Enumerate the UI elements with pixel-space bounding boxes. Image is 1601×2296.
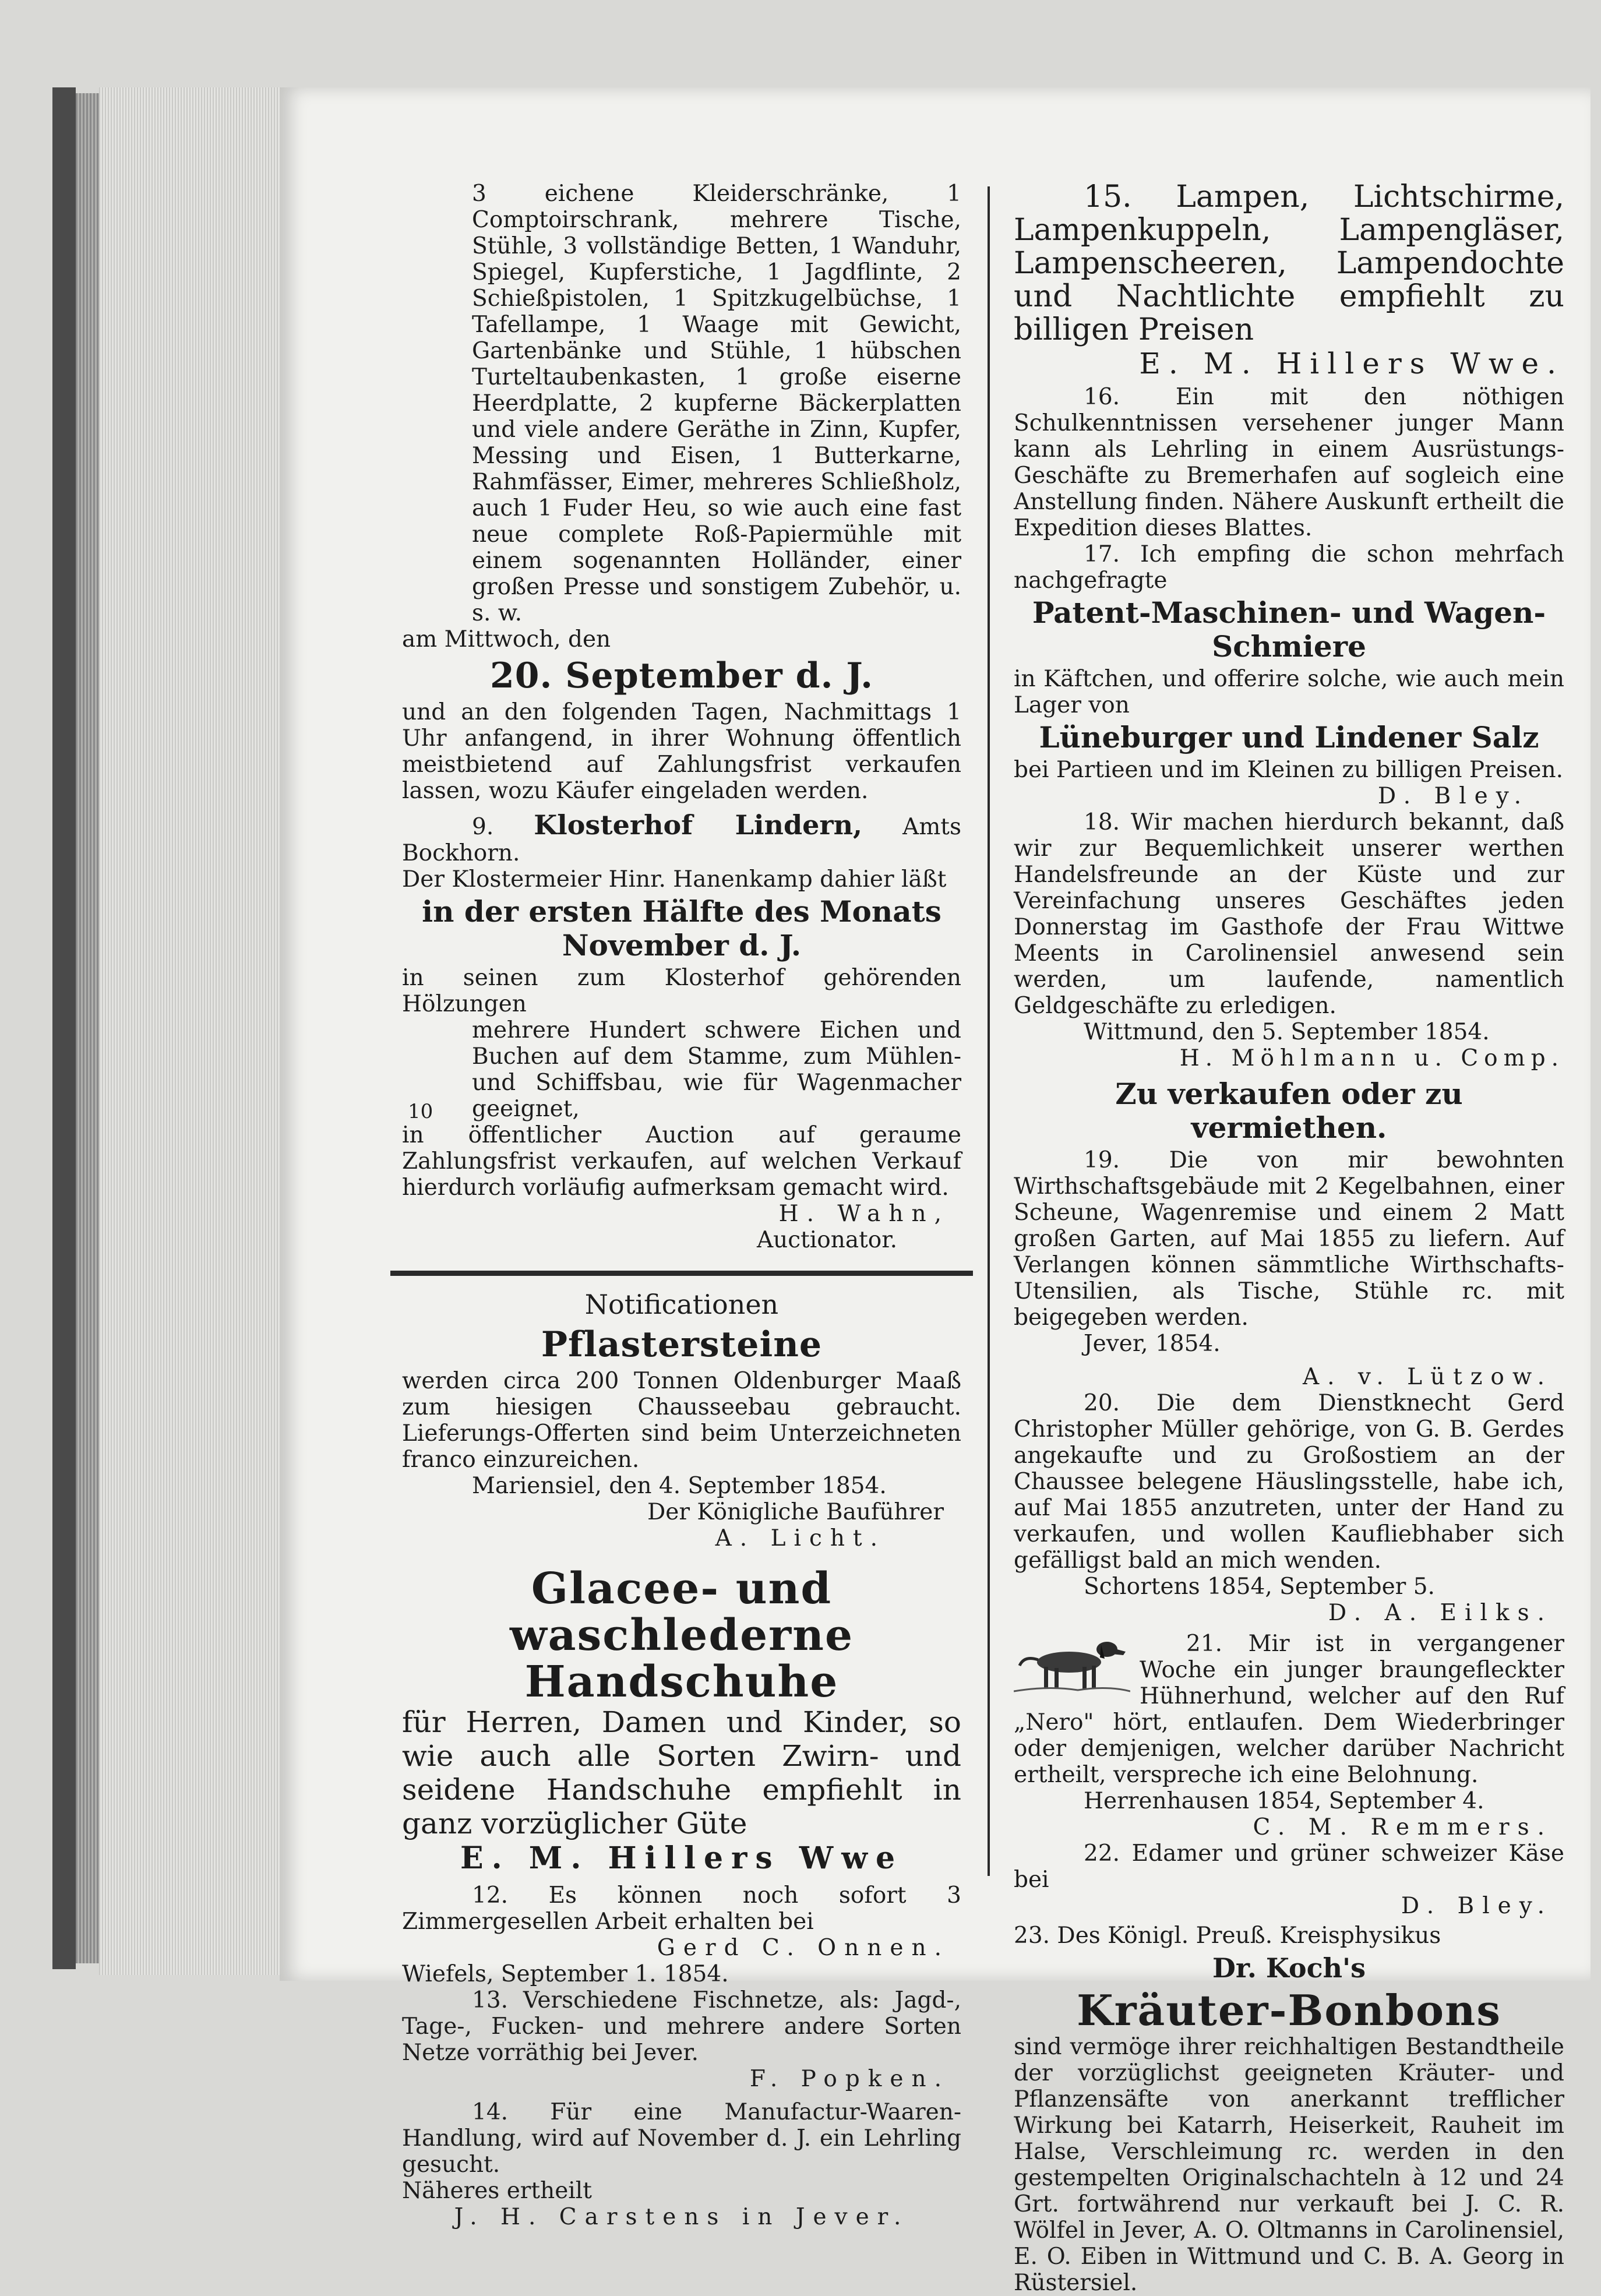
page-number: 10 bbox=[408, 1100, 433, 1123]
item-23-heading1: Dr. Koch's bbox=[1212, 1952, 1366, 1984]
item-8-date-heading: 20. September d. J. bbox=[489, 655, 874, 696]
item-16-body: 16. Ein mit den nöthigen Schulkenntnissen versehener junger Mann kann als Lehrling in einem Ausrüstungs-Geschäfte zu Bremerhafen auf sogleich eine Anstellung finden. Nähere Auskunft ertheilt die Expedition dieses Blattes. bbox=[1014, 384, 1564, 541]
item-17-signer: D. Bley. bbox=[1377, 783, 1529, 809]
item-20-body: 20. Die dem Dienstknecht Gerd Christopher Müller gehörige, von G. B. Gerdes angekaufte und zu Großostiem an der Chaussee belegene Häuslingsstelle, habe ich, auf Mai 1855 anzutreten, unter der Hand zu verkaufen, und wollen Kaufliebhaber sich gefälligst bald an mich wenden. bbox=[1014, 1390, 1564, 1574]
right-column bbox=[1014, 181, 1564, 2296]
section-rule bbox=[390, 1271, 973, 1276]
item-11-signer: E. M. Hillers Wwe bbox=[460, 1840, 904, 1876]
item-10-heading: Pflastersteine bbox=[541, 1324, 823, 1365]
item-17-body: 17. Ich empfing die schon mehrfach nachgefragte bbox=[1014, 541, 1564, 594]
item-13-signer: F. Popken. bbox=[749, 2066, 950, 2092]
item-8-body: 3 eichene Kleiderschränke, 1 Comptoirschrank, mehrere Tische, Stühle, 3 vollständige Betten, 1 Wanduhr, Spiegel, Kupferstiche, 1 Jagdflinte, 2 Schießpistolen, 1 Spitzkugelbüchse, 1 Tafellampe, 1 Waage mit Gewicht, Gartenbänke und Stühle, 1 hübschen Turteltaubenkasten, 1 große eiserne Heerdplatte, 2 kupferne Bäckerplatten und viele andere Geräthe in Zinn, Kupfer, Messing und Eisen, 1 Butterkarne, Rahmfässer, Eimer, mehreres Schließholz, auch 1 Fuder Heu, so wie auch eine fast neue complete Roß-Papiermühle mit einem sogenannten Holländer, einer großen Presse und sonstigem Zubehör, u. s. w. bbox=[472, 181, 961, 626]
item-17-body2: in Käftchen, und offerire solche, wie auch mein Lager von bbox=[1014, 666, 1564, 718]
item-15-body: 15. Lampen, Lichtschirme, Lampenkuppeln, Lampengläser, Lampenscheeren, Lampendochte und Nachtlichte empfiehlt zu billigen Preisen bbox=[1014, 179, 1564, 347]
left-column bbox=[402, 181, 961, 2230]
item-18-body: 18. Wir machen hierdurch bekannt, daß wir zur Bequemlichkeit unserer werthen Handelsfreunde an der Küste und zur Vereinfachung unseres Geschäftes jeden Donnerstag im Gasthofe der Frau Wittwe Meents in Carolinensiel anwesend sein werden, um laufende, namentlich Geldgeschäfte zu erledigen. bbox=[1014, 809, 1564, 1019]
column-divider bbox=[988, 186, 990, 1876]
item-9-place-suffix: Amts Bockhorn. bbox=[402, 814, 961, 866]
item-12-signer: Gerd C. Onnen. bbox=[657, 1935, 950, 1961]
dog-icon bbox=[1014, 1632, 1130, 1696]
item-9-line3: in seinen zum Klosterhof gehörenden Hölzungen bbox=[402, 965, 961, 1017]
item-19-place-date: Jever, 1854. bbox=[1084, 1331, 1221, 1357]
item-10-body: werden circa 200 Tonnen Oldenburger Maaß zum hiesigen Chausseebau gebraucht. Lieferungs-Offerten sind beim Unterzeichneten franco einzureichen. bbox=[402, 1368, 961, 1473]
item-11-body: für Herren, Damen und Kinder, so wie auch alle Sorten Zwirn- und seidene Handschuhe empfiehlt in ganz vorzüglicher Güte bbox=[402, 1705, 961, 1840]
item-18-place-date: Wittmund, den 5. September 1854. bbox=[1084, 1019, 1490, 1045]
item-8-date-intro: am Mittwoch, den bbox=[402, 626, 611, 653]
book-binding-edge bbox=[52, 87, 76, 1969]
item-9-line5: in öffentlicher Auction auf geraume Zahlungsfrist verkaufen, auf welchen Verkauf hierdurch vorläufig aufmerksam gemacht wird. bbox=[402, 1122, 961, 1201]
item-23-intro: 23. Des Königl. Preuß. Kreisphysikus bbox=[1014, 1923, 1441, 1949]
item-13-body: 13. Verschiedene Fischnetze, als: Jagd-, Tage-, Fucken- und mehrere andere Sorten Netze vorräthig bei Jever. bbox=[402, 1987, 961, 2066]
book-page-edges bbox=[76, 93, 99, 1963]
item-20-place-date: Schortens 1854, September 5. bbox=[1084, 1574, 1435, 1600]
item-9-line2: Der Klostermeier Hinr. Hanenkamp dahier läßt bbox=[402, 866, 947, 893]
item-21 bbox=[1014, 1631, 1564, 1788]
item-22-body: 22. Edamer und grüner schweizer Käse bei bbox=[1014, 1840, 1564, 1893]
item-9-signature: H. Wahn, bbox=[778, 1201, 950, 1227]
item-9-heading: in der ersten Hälfte des Monats November d. J. bbox=[422, 894, 941, 962]
item-15-signer: E. M. Hillers Wwe. bbox=[1139, 347, 1564, 380]
item-14-body: 14. Für eine Manufactur-Waaren-Handlung, wird auf November d. J. ein Lehrling gesucht. bbox=[402, 2099, 961, 2178]
item-12-body: 12. Es können noch sofort 3 Zimmergesellen Arbeit erhalten bei bbox=[402, 1882, 961, 1935]
item-10-signer-title: Der Königliche Bauführer bbox=[647, 1499, 944, 1525]
item-23-body: sind vermöge ihrer reichhaltigen Bestandtheile der vorzüglichst geeigneten Kräuter- und Pflanzensäfte von anerkannt trefflicher Wirkung bei Katarrh, Heiserkeit, Rauheit im Halse, Verschleimung rc. werden in den gestempelten Originalschachteln à 12 und 24 Grt. fortwährend nur verkauft bei J. C. R. Wölfel in Jever, A. O. Oltmanns in Carolinensiel, E. O. Eiben in Wittmund und C. B. A. Georg in Rüstersiel. bbox=[1014, 2034, 1564, 2296]
item-23-heading2: Kräuter-Bonbons bbox=[1077, 1985, 1501, 2035]
item-11-heading: Glacee- und waschlederne Handschuhe bbox=[509, 1564, 854, 1707]
item-18-signer: H. Möhlmann u. Comp. bbox=[1179, 1045, 1564, 1071]
page-stack bbox=[99, 87, 285, 1975]
item-19-body: 19. Die von mir bewohnten Wirthschaftsgebäude mit 2 Kegelbahnen, einer Scheune, Wagenremise und einem 2 Matt großen Garten, auf Mai 1855 zu liefern. Auf Verlangen können sämmtliche Wirthschafts-Utensilien, als Tische, Stühle rc. mit beigegeben werden. bbox=[1014, 1147, 1564, 1331]
item-9-title bbox=[402, 809, 961, 866]
item-14-line2: Näheres ertheilt bbox=[402, 2178, 592, 2204]
item-21-place-date: Herrenhausen 1854, September 4. bbox=[1084, 1788, 1484, 1814]
section-title: Notificationen bbox=[584, 1289, 779, 1320]
item-14-signer: J. H. Carstens in Jever. bbox=[454, 2204, 909, 2230]
item-20-signer: D. A. Eilks. bbox=[1328, 1600, 1553, 1626]
item-12-place-date: Wiefels, September 1. 1854. bbox=[402, 1961, 729, 1987]
item-9-number: 9. bbox=[472, 814, 494, 840]
item-17-heading1: Patent-Maschinen- und Wagen-Schmiere bbox=[1032, 595, 1546, 664]
item-8-closing: und an den folgenden Tagen, Nachmittags 1 Uhr anfangend, in ihrer Wohnung öffentlich meistbietend auf Zahlungsfrist verkaufen lassen, wozu Käufer eingeladen werden. bbox=[402, 699, 961, 804]
item-19-heading: Zu verkaufen oder zu vermiethen. bbox=[1115, 1077, 1463, 1145]
item-17-body3: bei Partieen und im Kleinen zu billigen Preisen. bbox=[1014, 757, 1563, 783]
item-9-line4: mehrere Hundert schwere Eichen und Buchen auf dem Stamme, zum Mühlen- und Schiffsbau, wie für Wagenmacher geeignet, bbox=[472, 1017, 961, 1122]
item-21-signer: C. M. Remmers. bbox=[1253, 1814, 1553, 1840]
item-9-place: Klosterhof Lindern, bbox=[534, 809, 863, 841]
item-10-place-date: Mariensiel, den 4. September 1854. bbox=[472, 1473, 887, 1499]
item-9-signature-title: Auctionator. bbox=[756, 1227, 897, 1253]
item-21-body: 21. Mir ist in vergangener Woche ein junger braungefleckter Hühnerhund, welcher auf den Ruf „Nero" hört, entlaufen. Dem Wiederbringer oder demjenigen, welcher darüber Nachricht ertheilt, verspreche ich eine Belohnung. bbox=[1014, 1631, 1564, 1788]
item-10-signer: A. Licht. bbox=[715, 1525, 886, 1551]
item-19-signer: A. v. Lützow. bbox=[1302, 1364, 1553, 1390]
item-22-signer: D. Bley. bbox=[1401, 1893, 1553, 1919]
item-17-heading2: Lüneburger und Lindener Salz bbox=[1039, 720, 1539, 754]
